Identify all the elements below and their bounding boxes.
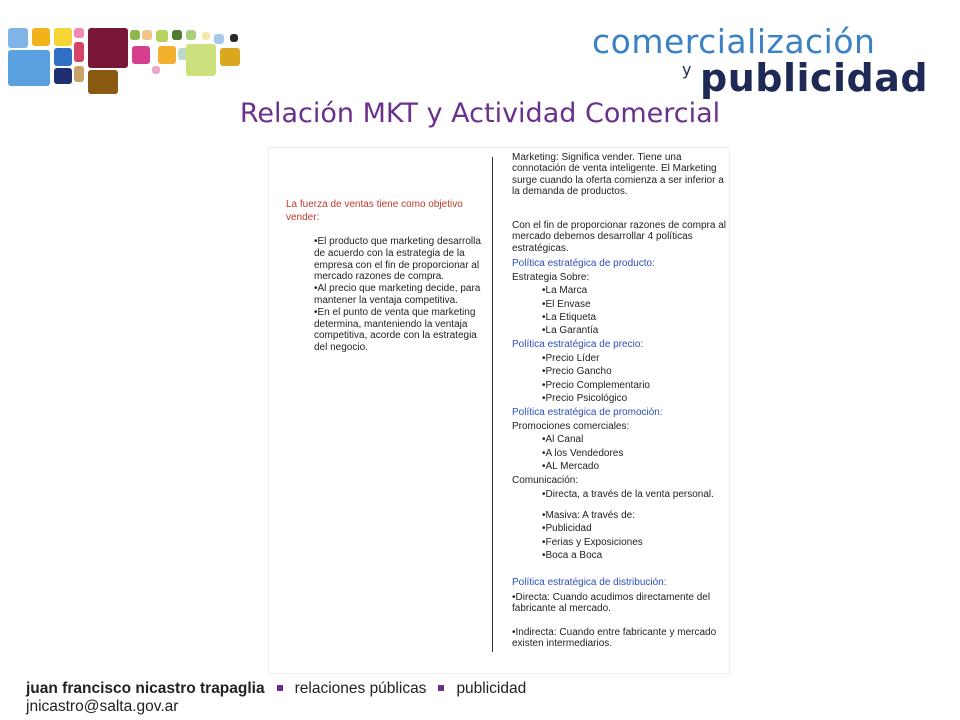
left-bullet-item: •Al precio que marketing decide, para mantener la ventaja competitiva. <box>314 283 481 306</box>
brand-line2: publicidad <box>700 56 929 100</box>
precio-item: •Precio Complementario <box>542 380 650 391</box>
left-bullet-item: •El producto que marketing desarrolla de acuerdo con la estrategia de la empresa con el fin de proporcionar al mercado razones de compra. <box>314 236 481 283</box>
producto-item: •El Envase <box>542 299 591 310</box>
comunicacion-item: •Directa, a través de la venta personal. <box>542 489 714 500</box>
promocion-item: •Al Canal <box>542 434 584 445</box>
footer-tag: relaciones públicas <box>294 680 427 697</box>
brand-wordmark <box>588 22 929 104</box>
distribucion-heading: Política estratégica de distribución: <box>512 577 667 588</box>
right-intro-marketing: Marketing: Significa vender. Tiene una connotación de venta inteligente. El Marketing surge cuando la oferta comienza a ser inferior a la demanda de productos. <box>512 152 724 198</box>
slide-title: Relación MKT y Actividad Comercial <box>239 98 721 129</box>
footer-tag: publicidad <box>456 680 527 697</box>
column-divider <box>492 157 493 652</box>
left-bullet-item: •En el punto de venta que marketing determina, manteniendo la ventaja competitiva, acorde con la estrategia del negocio. <box>314 306 477 354</box>
left-bullet-list <box>314 236 492 354</box>
producto-item: •La Garantía <box>542 325 599 336</box>
separator-square-icon <box>277 685 283 691</box>
promocion-item: •A los Vendedores <box>542 448 624 459</box>
separator-square-icon <box>438 685 444 691</box>
promocion-sub: Promociones comerciales: <box>512 421 630 432</box>
producto-item: •La Etiqueta <box>542 312 597 323</box>
promocion-heading: Política estratégica de promoción: <box>512 407 663 418</box>
precio-item: •Precio Psicológico <box>542 393 628 404</box>
author-name: juan francisco nicastro trapaglia <box>26 680 265 697</box>
producto-sub: Estrategia Sobre: <box>512 272 590 283</box>
producto-heading: Política estratégica de producto: <box>512 258 655 269</box>
precio-item: •Precio Gancho <box>542 366 612 377</box>
producto-item: •La Marca <box>542 285 588 296</box>
right-intro-policies: Con el fin de proporcionar razones de compra al mercado debemos desarrollar 4 políticas estratégicas. <box>512 220 727 254</box>
brand-line1: comercialización <box>592 22 876 61</box>
distribucion-item: •Indirecta: Cuando entre fabricante y mercado existen intermediarios. <box>512 627 717 650</box>
comunicacion-item: •Ferias y Exposiciones <box>542 537 643 548</box>
precio-item: •Precio Líder <box>542 353 600 364</box>
author-email: jnicastro@salta.gov.ar <box>26 698 179 715</box>
precio-heading: Política estratégica de precio: <box>512 339 644 350</box>
mosaic-logo <box>0 0 260 100</box>
comunicacion-item: •Masiva: A través de: <box>542 510 635 521</box>
distribucion-item: •Directa: Cuando acudimos directamente del fabricante al mercado. <box>512 592 711 615</box>
comunicacion-sub: Comunicación: <box>512 475 579 486</box>
footer-credits <box>26 680 526 698</box>
comunicacion-item: •Publicidad <box>542 523 592 534</box>
left-intro: La fuerza de ventas tiene como objetivo vender: <box>286 199 463 223</box>
promocion-item: •AL Mercado <box>542 461 600 472</box>
comunicacion-item: •Boca a Boca <box>542 550 603 561</box>
brand-connector: y <box>682 60 692 79</box>
